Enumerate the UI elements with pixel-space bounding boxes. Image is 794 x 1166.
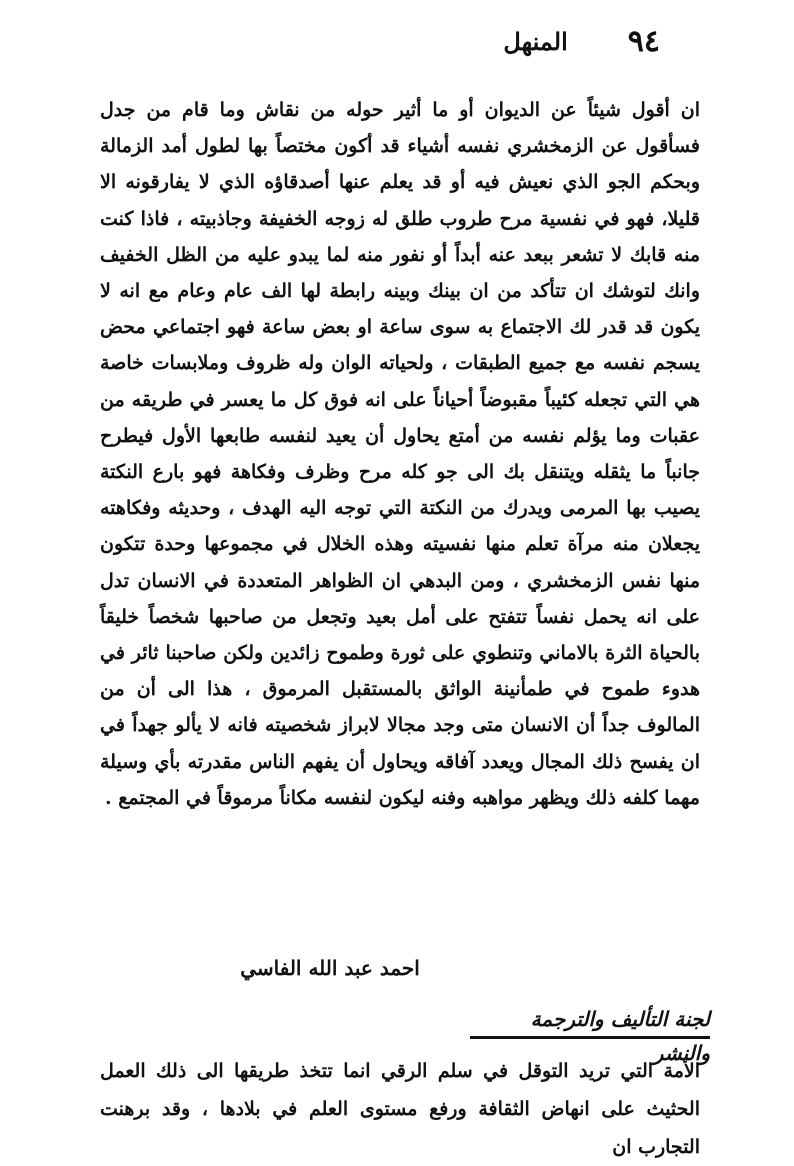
author-signature: احمد عبد الله الفاسي: [240, 956, 420, 980]
section-heading: لجنة التأليف والترجمة والنشر: [530, 1007, 710, 1065]
page-number: ٩٤: [627, 24, 660, 59]
page-header: [330, 22, 660, 62]
running-title: المنهل: [503, 27, 568, 56]
heading-underline: [470, 1036, 710, 1039]
section-paragraph: الأمة التي تريد التوقل في سلم الرقي انما تتخذ طريقها الى ذلك العمل الحثيث على انهاض الثقافة ورفع مستوى العلم في بلادها ، وقد برهنت التجارب ان: [100, 1060, 700, 1158]
section-body: [100, 1052, 700, 1166]
article-body: [100, 92, 700, 816]
article-paragraph: ان أقول شيئاً عن الديوان أو ما أثير حوله من نقاش وما قام من جدل فسأقول عن الزمخشري نفسه أشياء قد أكون مختصاً بها لطول أمد الزمالة وبحكم الجو الذي نعيش فيه أو قد يعلم عنها أصدقاؤه الذي لا يفارقونه الا قليلا، فهو في نفسية مرح طروب طلق له زوجه الخفيفة وجاذبيته ، فاذا كنت منه قابك لا تشعر ببعد عنه أبداً أو نفور منه لما يبدو عليه من الظل الخفيف وانك لتوشك ان تتأكد من ان بينك وبينه رابطة لها الف عام وعام مع انه لا يكون قد قدر لك الاجتماع به سوى ساعة او بعض ساعة فهو اجتماعي محض يسجم نفسه مع جميع الطبقات ، ولحياته الوان وله ظروف وملابسات خاصة هي التي تجعله كئيباً مقبوضاً أحياناً على انه فوق كل ما يعسر في طريقه من عقبات وما يؤلم نفسه من أمتع يحاول أن يعيد لنفسه طابعها الأول فيطرح جانباً ما يثقله ويتنقل بك الى جو كله مرح وظرف وفكاهة فهو بارع النكتة يصيب بها المرمى ويدرك من النكتة التي توجه اليه الهدف ، وحديثه وفكاهته يجعلان منه مرآة تعلم منها نفسيته وهذه الخلال في مجموعها وحدة تتكون منها نفس الزمخشري ، ومن البدهي ان الظواهر المتعددة في الانسان تدل على انه يحمل نفساً تتفتح على أمل بعيد وتجعل من صاحبها شخصاً خليقاً بالحياة الثرة بالاماني وتنطوي على ثورة وطموح زائدين ولكن صاحبنا ثائر في هدوء طموح في طمأنينة الواثق بالمستقبل المرموق ، هذا الى أن من المالوف جداً أن الانسان متى وجد مجالا لابراز شخصيته فانه لا يألو جهداً في ان يفسح ذلك المجال ويعدد آفاقه ويحاول أن يفهم الناس مقدرته بأي وسيلة مهما كلفه ذلك ويظهر مواهبه وفنه ليكون لنفسه مكاناً مرموقاً في المجتمع .: [100, 99, 700, 809]
